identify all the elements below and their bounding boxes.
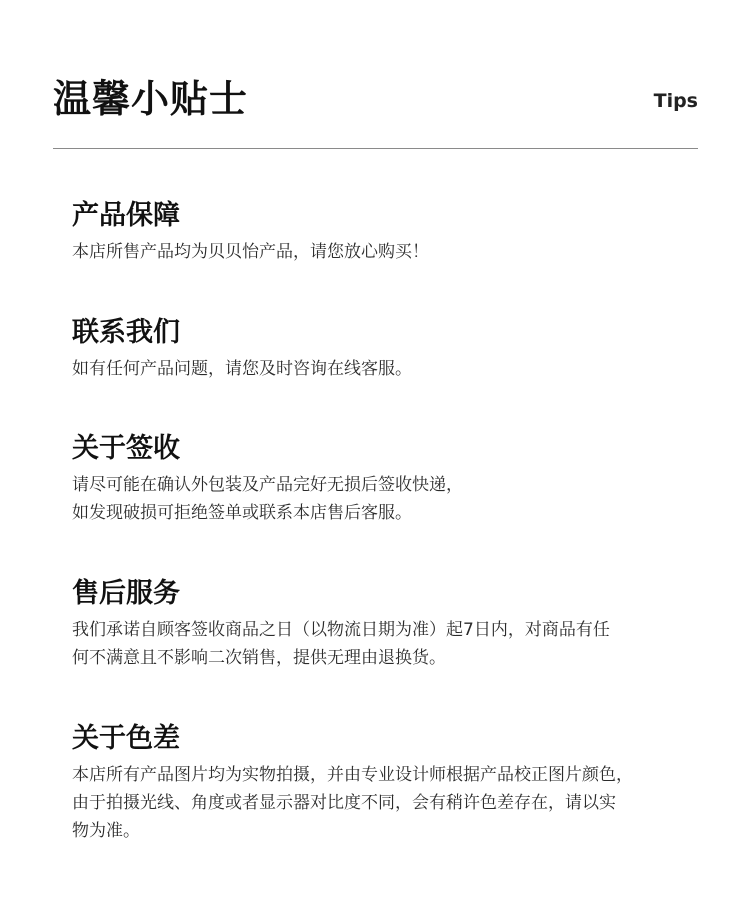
section-text-line: 如发现破损可拒绝签单或联系本店售后客服。: [72, 503, 412, 523]
section-title: 联系我们: [72, 317, 180, 348]
section-after-sales: [72, 577, 712, 672]
tips-label: Tips: [653, 90, 698, 112]
section-text-line: 何不满意且不影响二次销售，提供无理由退换货。: [72, 648, 446, 668]
section-text-line: 本店所售产品均为贝贝怡产品，请您放心购买！: [72, 242, 429, 262]
page-header: [53, 74, 698, 124]
section-signing: [72, 432, 712, 527]
section-body: [72, 616, 712, 672]
section-product-guarantee: [72, 199, 712, 266]
section-body: [72, 471, 712, 527]
section-title: 关于签收: [72, 433, 180, 464]
section-title: 产品保障: [72, 200, 180, 231]
section-text-line: 本店所有产品图片均为实物拍摄，并由专业设计师根据产品校正图片颜色，: [72, 765, 633, 785]
section-text-line: 由于拍摄光线、角度或者显示器对比度不同，会有稍许色差存在，请以实: [72, 793, 616, 813]
section-text-line: 请尽可能在确认外包装及产品完好无损后签收快递，: [72, 475, 463, 495]
section-title: 售后服务: [72, 578, 180, 609]
page-title: 温馨小贴士: [53, 77, 249, 121]
section-body: [72, 355, 712, 383]
section-color-difference: [72, 722, 712, 845]
section-title: 关于色差: [72, 723, 180, 754]
section-body: [72, 238, 712, 266]
section-body: [72, 761, 712, 845]
section-text-line: 我们承诺自顾客签收商品之日（以物流日期为准）起7日内，对商品有任: [72, 620, 610, 640]
section-text-line: 物为准。: [72, 821, 140, 841]
section-text-line: 如有任何产品问题，请您及时咨询在线客服。: [72, 359, 412, 379]
section-contact-us: [72, 316, 712, 383]
header-divider: [53, 148, 698, 149]
